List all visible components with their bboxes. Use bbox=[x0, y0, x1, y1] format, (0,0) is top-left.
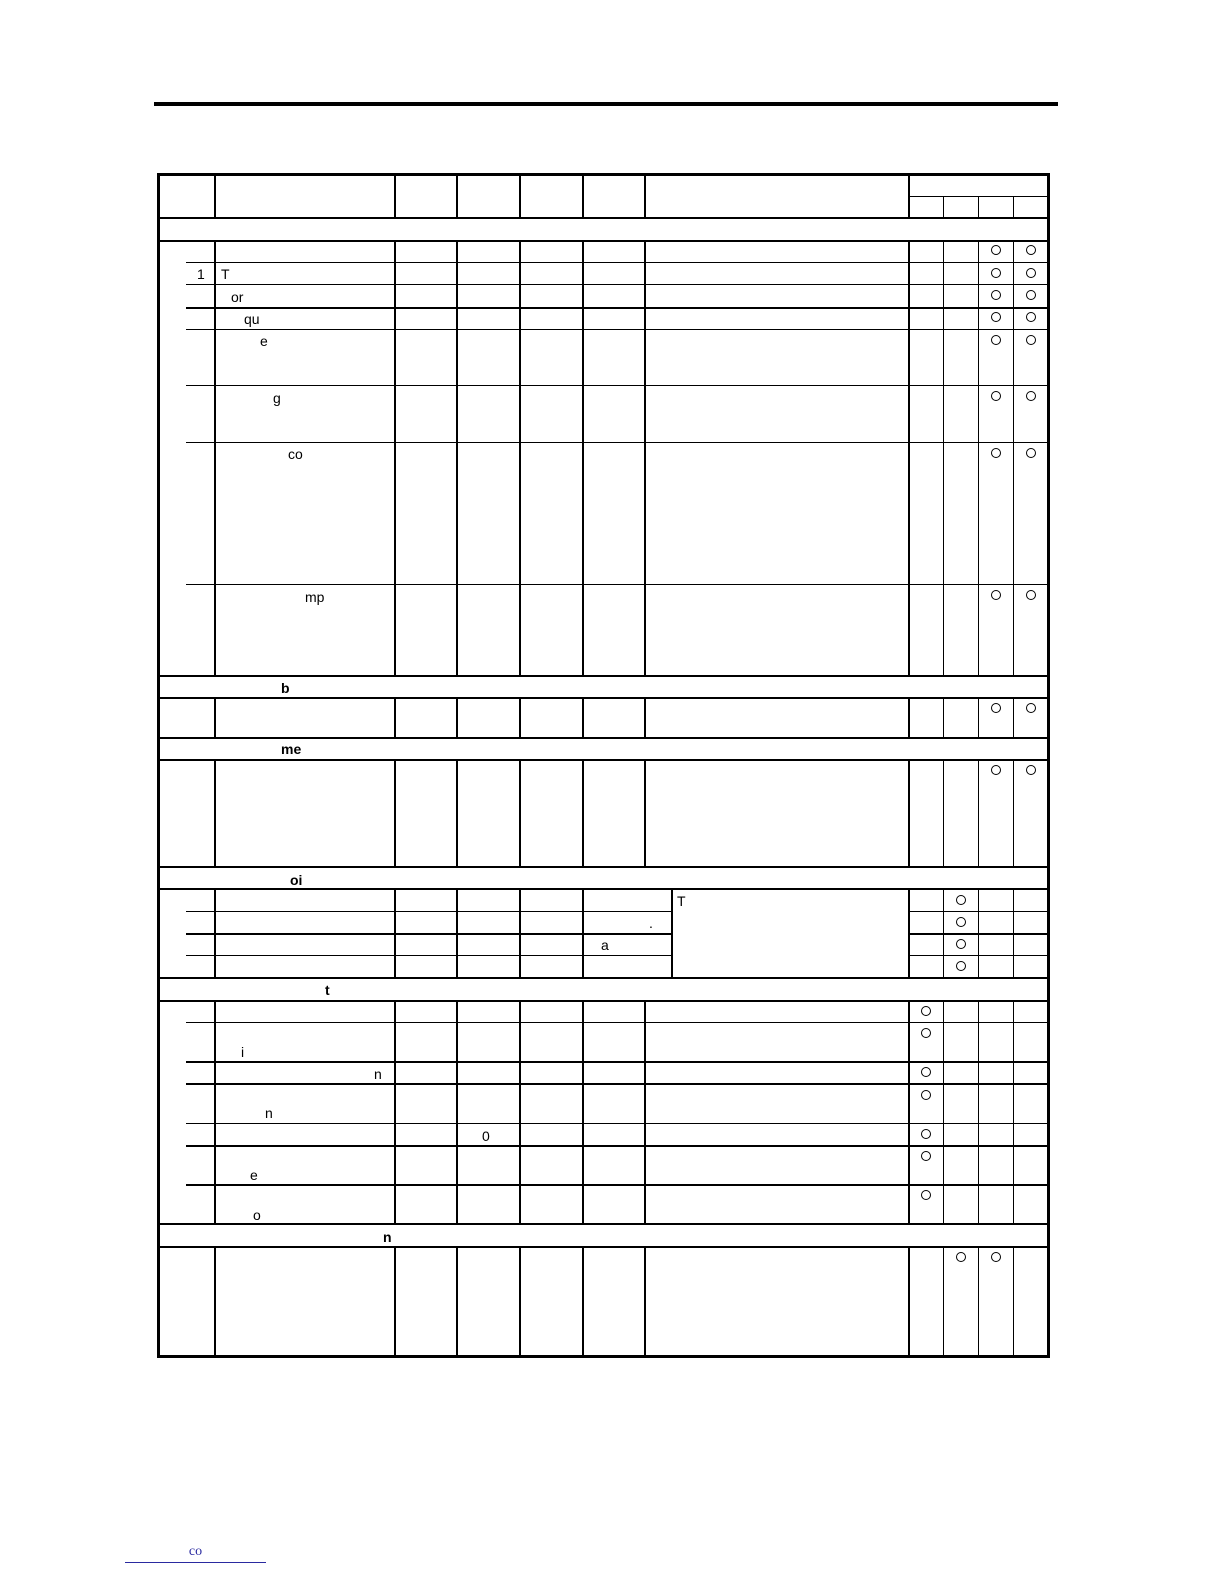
table-rule bbox=[214, 760, 216, 867]
row-label: n bbox=[374, 1066, 382, 1082]
table-rule bbox=[644, 1247, 646, 1356]
table-rule bbox=[456, 1247, 458, 1356]
circle-mark bbox=[921, 1067, 931, 1077]
table-rule bbox=[644, 173, 646, 218]
table-rule bbox=[394, 698, 396, 738]
table-rule bbox=[456, 698, 458, 738]
table-rule bbox=[157, 888, 1049, 890]
row-label: mp bbox=[305, 589, 325, 605]
table-rule bbox=[978, 760, 979, 867]
table-rule bbox=[519, 760, 521, 867]
table-rule bbox=[909, 911, 1049, 912]
section-heading: b bbox=[281, 680, 290, 696]
table-rule bbox=[582, 173, 584, 218]
table-rule bbox=[186, 933, 672, 935]
table-rule bbox=[157, 1246, 1049, 1248]
table-rule bbox=[908, 698, 910, 738]
cell-text: . bbox=[649, 915, 653, 931]
table-rule bbox=[157, 697, 1049, 699]
table-rule bbox=[1013, 698, 1014, 738]
table-rule bbox=[186, 955, 672, 956]
table-rule bbox=[157, 675, 1049, 677]
section-heading: n bbox=[383, 1229, 392, 1245]
table-rule bbox=[909, 955, 1049, 956]
row-number: 1 bbox=[197, 266, 205, 282]
circle-mark bbox=[921, 1129, 931, 1139]
table-rule bbox=[1013, 889, 1014, 978]
circle-mark bbox=[1026, 335, 1036, 345]
table-rule bbox=[943, 760, 944, 867]
row-label: or bbox=[231, 289, 244, 305]
circle-mark bbox=[956, 939, 966, 949]
circle-mark bbox=[991, 312, 1001, 322]
circle-mark bbox=[991, 245, 1001, 255]
table-rule bbox=[186, 262, 1049, 263]
table-rule bbox=[186, 584, 1049, 585]
table-rule bbox=[909, 196, 1049, 197]
table-rule bbox=[644, 760, 646, 867]
table-rule bbox=[186, 911, 672, 912]
table-rule bbox=[908, 889, 910, 978]
table-rule bbox=[157, 1000, 1049, 1002]
table-rule bbox=[186, 385, 1049, 386]
table-rule bbox=[1013, 241, 1014, 676]
row-label: T bbox=[221, 266, 230, 282]
footer-link[interactable]: co bbox=[125, 1544, 266, 1563]
table-rule bbox=[394, 1247, 396, 1356]
table-rule bbox=[582, 1001, 584, 1224]
table-rule bbox=[1013, 196, 1014, 218]
table-rule bbox=[582, 889, 584, 978]
circle-mark bbox=[956, 1252, 966, 1262]
table-rule bbox=[943, 889, 944, 978]
table-rule bbox=[394, 760, 396, 867]
circle-mark bbox=[1026, 448, 1036, 458]
merged-cell-text: T bbox=[677, 893, 686, 909]
table-rule bbox=[214, 698, 216, 738]
circle-mark bbox=[921, 1090, 931, 1100]
table-rule bbox=[943, 196, 944, 218]
table-rule bbox=[671, 889, 673, 978]
table-rule bbox=[394, 173, 396, 218]
table-rule bbox=[978, 1001, 979, 1224]
table-rule bbox=[186, 284, 1049, 285]
table-rule bbox=[519, 1001, 521, 1224]
circle-mark bbox=[956, 961, 966, 971]
row-label: co bbox=[288, 446, 303, 462]
table-rule bbox=[978, 889, 979, 978]
table-rule bbox=[186, 1083, 1049, 1085]
circle-mark bbox=[991, 448, 1001, 458]
row-label: qu bbox=[244, 311, 260, 327]
table-rule bbox=[1013, 1247, 1014, 1356]
table-rule bbox=[1013, 1001, 1014, 1224]
circle-mark bbox=[1026, 245, 1036, 255]
circle-mark bbox=[1026, 290, 1036, 300]
section-heading: oi bbox=[290, 872, 303, 888]
table-rule bbox=[157, 1223, 1049, 1225]
table-rule bbox=[186, 1061, 1049, 1063]
row-label: g bbox=[273, 390, 281, 406]
circle-mark bbox=[1026, 268, 1036, 278]
row-label: e bbox=[250, 1167, 258, 1183]
table-rule bbox=[908, 241, 910, 676]
circle-mark bbox=[956, 895, 966, 905]
table-rule bbox=[908, 1001, 910, 1224]
top-rule bbox=[154, 102, 1058, 106]
table-rule bbox=[644, 698, 646, 738]
table-rule bbox=[519, 173, 521, 218]
table-rule bbox=[214, 889, 216, 978]
table-rule bbox=[909, 933, 1049, 935]
table-rule bbox=[456, 241, 458, 676]
table-rule bbox=[519, 698, 521, 738]
table-rule bbox=[186, 1022, 1049, 1023]
circle-mark bbox=[921, 1006, 931, 1016]
table-rule bbox=[186, 307, 1049, 309]
row-label: o bbox=[253, 1207, 261, 1223]
table-rule bbox=[582, 698, 584, 738]
circle-mark bbox=[1026, 391, 1036, 401]
table-rule bbox=[157, 217, 1049, 219]
document-table bbox=[157, 173, 1050, 1358]
table-rule bbox=[157, 737, 1049, 739]
table-rule bbox=[978, 196, 979, 218]
circle-mark bbox=[991, 335, 1001, 345]
table-rule bbox=[1013, 760, 1014, 867]
table-rule bbox=[157, 240, 1049, 242]
table-rule bbox=[582, 1247, 584, 1356]
table-rule bbox=[214, 241, 216, 676]
row-label: n bbox=[265, 1105, 273, 1121]
row-label: i bbox=[241, 1044, 245, 1060]
table-rule bbox=[186, 329, 1049, 330]
table-rule bbox=[456, 1001, 458, 1224]
section-heading: t bbox=[325, 982, 330, 998]
circle-mark bbox=[991, 590, 1001, 600]
table-rule bbox=[908, 173, 910, 218]
circle-mark bbox=[1026, 590, 1036, 600]
table-rule bbox=[519, 1247, 521, 1356]
circle-mark bbox=[921, 1028, 931, 1038]
table-rule bbox=[519, 241, 521, 676]
circle-mark bbox=[1026, 312, 1036, 322]
table-rule bbox=[214, 1001, 216, 1224]
cell-text: a bbox=[601, 937, 609, 953]
table-rule bbox=[214, 1247, 216, 1356]
table-rule bbox=[186, 442, 1049, 443]
table-rule bbox=[186, 1145, 1049, 1147]
cell-text: 0 bbox=[482, 1128, 490, 1144]
table-rule bbox=[519, 889, 521, 978]
table-rule bbox=[908, 1247, 910, 1356]
table-rule bbox=[943, 241, 944, 676]
table-rule bbox=[644, 1001, 646, 1224]
table-rule bbox=[157, 759, 1049, 761]
circle-mark bbox=[991, 703, 1001, 713]
circle-mark bbox=[921, 1151, 931, 1161]
table-rule bbox=[456, 889, 458, 978]
table-rule bbox=[394, 1001, 396, 1224]
table-rule bbox=[186, 1123, 1049, 1124]
circle-mark bbox=[991, 391, 1001, 401]
section-heading: me bbox=[281, 741, 302, 757]
table-rule bbox=[978, 241, 979, 676]
circle-mark bbox=[1026, 765, 1036, 775]
circle-mark bbox=[956, 917, 966, 927]
table-rule bbox=[644, 241, 646, 676]
table-rule bbox=[978, 1247, 979, 1356]
circle-mark bbox=[921, 1190, 931, 1200]
table-rule bbox=[394, 889, 396, 978]
circle-mark bbox=[991, 1252, 1001, 1262]
table-rule bbox=[908, 760, 910, 867]
row-label: e bbox=[260, 333, 268, 349]
table-rule bbox=[582, 760, 584, 867]
circle-mark bbox=[991, 290, 1001, 300]
table-rule bbox=[456, 173, 458, 218]
table-rule bbox=[943, 1247, 944, 1356]
table-rule bbox=[214, 173, 216, 218]
table-rule bbox=[943, 698, 944, 738]
circle-mark bbox=[991, 765, 1001, 775]
table-rule bbox=[456, 760, 458, 867]
table-rule bbox=[394, 241, 396, 676]
table-rule bbox=[186, 1184, 1049, 1186]
table-rule bbox=[978, 698, 979, 738]
table-rule bbox=[943, 1001, 944, 1224]
table-rule bbox=[157, 866, 1049, 868]
circle-mark bbox=[991, 268, 1001, 278]
table-rule bbox=[582, 241, 584, 676]
table-rule bbox=[157, 977, 1049, 979]
circle-mark bbox=[1026, 703, 1036, 713]
